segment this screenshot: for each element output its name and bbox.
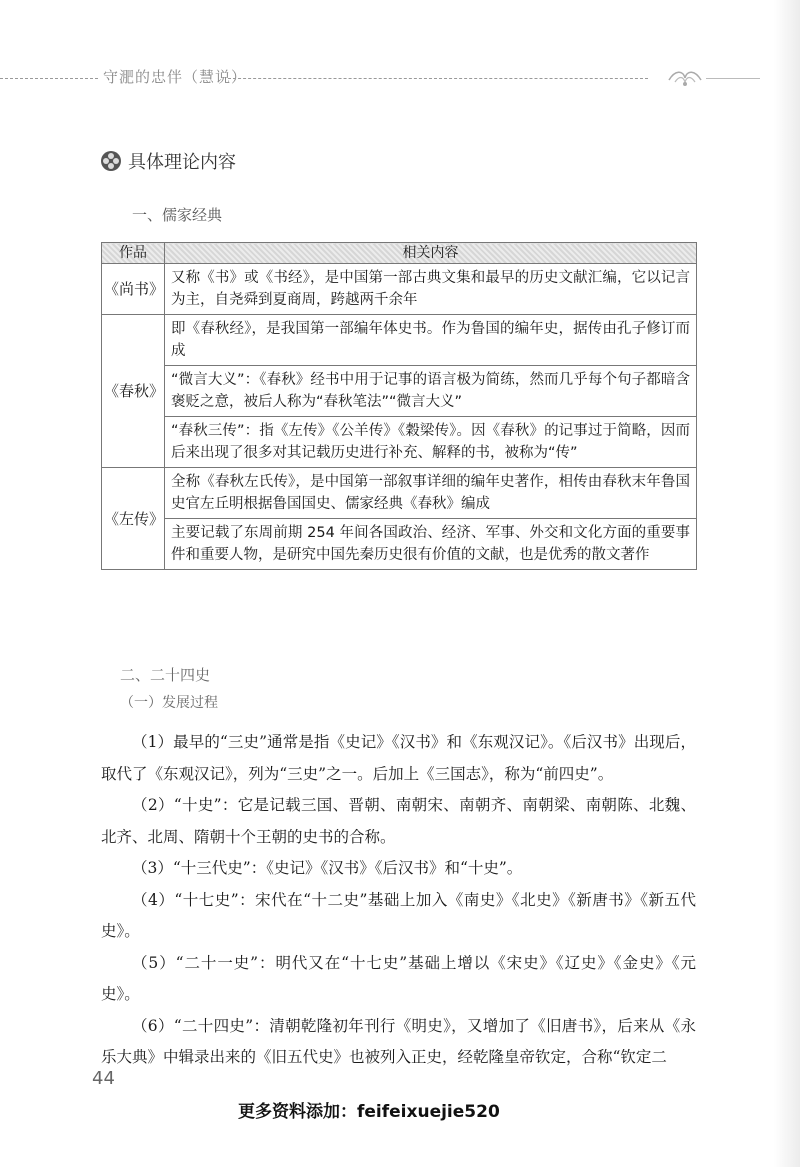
classics-table	[101, 242, 697, 570]
table-row	[102, 366, 697, 417]
table-row	[102, 468, 697, 519]
footer-note: 更多资料添加：feifeixuejie520	[238, 1102, 500, 1122]
running-header	[0, 64, 760, 94]
paragraph: （6）“二十四史”：清朝乾隆初年刊行《明史》，又增加了《旧唐书》，后来从《永乐大典》中辑录出来的《旧五代史》也被列入正史，经乾隆皇帝钦定，合称“钦定二	[101, 1016, 696, 1066]
header-cell-work: 作品	[102, 243, 165, 264]
paragraph: （2）“十史”：它是记载三国、晋朝、南朝宋、南朝齐、南朝梁、南朝陈、北魏、北齐、北周、隋朝十个王朝的史书的合称。	[101, 796, 696, 846]
page-number: 44	[92, 1068, 115, 1089]
paragraph: （5）“二十一史”：明代又在“十七史”基础上增以《宋史》《辽史》《金史》《元史》。	[101, 953, 696, 1003]
paragraph: （4）“十七史”：宋代在“十二史”基础上加入《南史》《北史》《新唐书》《新五代史》。	[101, 890, 696, 940]
header-cell-content: 相关内容	[165, 243, 697, 264]
content-cell: “微言大义”：《春秋》经书中用于记事的语言极为简练，然而几乎每个句子都暗含褒贬之意，被后人称为“春秋笔法”“微言大义”	[165, 366, 697, 417]
content-cell: 全称《春秋左氏传》，是中国第一部叙事详细的编年史著作，相传由春秋末年鲁国史官左丘明根据鲁国国史、儒家经典《春秋》编成	[165, 468, 697, 519]
header-ornament-icon	[665, 64, 705, 92]
content-cell: 即《春秋经》，是我国第一部编年体史书。作为鲁国的编年史，据传由孔子修订而成	[165, 315, 697, 366]
section-heading	[100, 148, 236, 174]
header-rule-right	[706, 78, 760, 79]
subheading-confucian-classics: 一、儒家经典	[132, 206, 223, 224]
table-header-row	[102, 243, 697, 264]
table-row	[102, 417, 697, 468]
section-title: 具体理论内容	[128, 152, 236, 173]
table-row	[102, 264, 697, 315]
header-title: 守淝的忠伴（慧说）	[103, 68, 248, 86]
work-cell: 《左传》	[102, 468, 165, 570]
table-row	[102, 315, 697, 366]
flower-bullet-icon	[100, 150, 122, 172]
table-row	[102, 519, 697, 570]
content-cell: 主要记载了东周前期 254 年间各国政治、经济、军事、外交和文化方面的重要事件和重要人物，是研究中国先秦历史很有价值的文献，也是优秀的散文著作	[165, 519, 697, 570]
body-text	[101, 727, 696, 1074]
work-cell: 《春秋》	[102, 315, 165, 468]
scan-edge-shadow	[774, 0, 800, 1167]
header-dashed-rule-left	[0, 78, 98, 79]
content-cell: “春秋三传”：指《左传》《公羊传》《穀梁传》。因《春秋》的记事过于简略，因而后来出现了很多对其记载历史进行补充、解释的书，被称为“传”	[165, 417, 697, 468]
content-cell: 又称《书》或《书经》，是中国第一部古典文集和最早的历史文献汇编，它以记言为主，自尧舜到夏商周，跨越两千余年	[165, 264, 697, 315]
subheading-development-process: （一）发展过程	[120, 695, 218, 711]
paragraph: （1）最早的“三史”通常是指《史记》《汉书》和《东观汉记》。《后汉书》出现后，取代了《东观汉记》，列为“三史”之一。后加上《三国志》，称为“前四史”。	[101, 733, 696, 783]
subheading-24-histories: 二、二十四史	[120, 666, 211, 684]
paragraph: （3）“十三代史”：《史记》《汉书》《后汉书》和“十史”。	[132, 859, 523, 877]
header-dashed-rule-right	[228, 78, 648, 79]
work-cell: 《尚书》	[102, 264, 165, 315]
